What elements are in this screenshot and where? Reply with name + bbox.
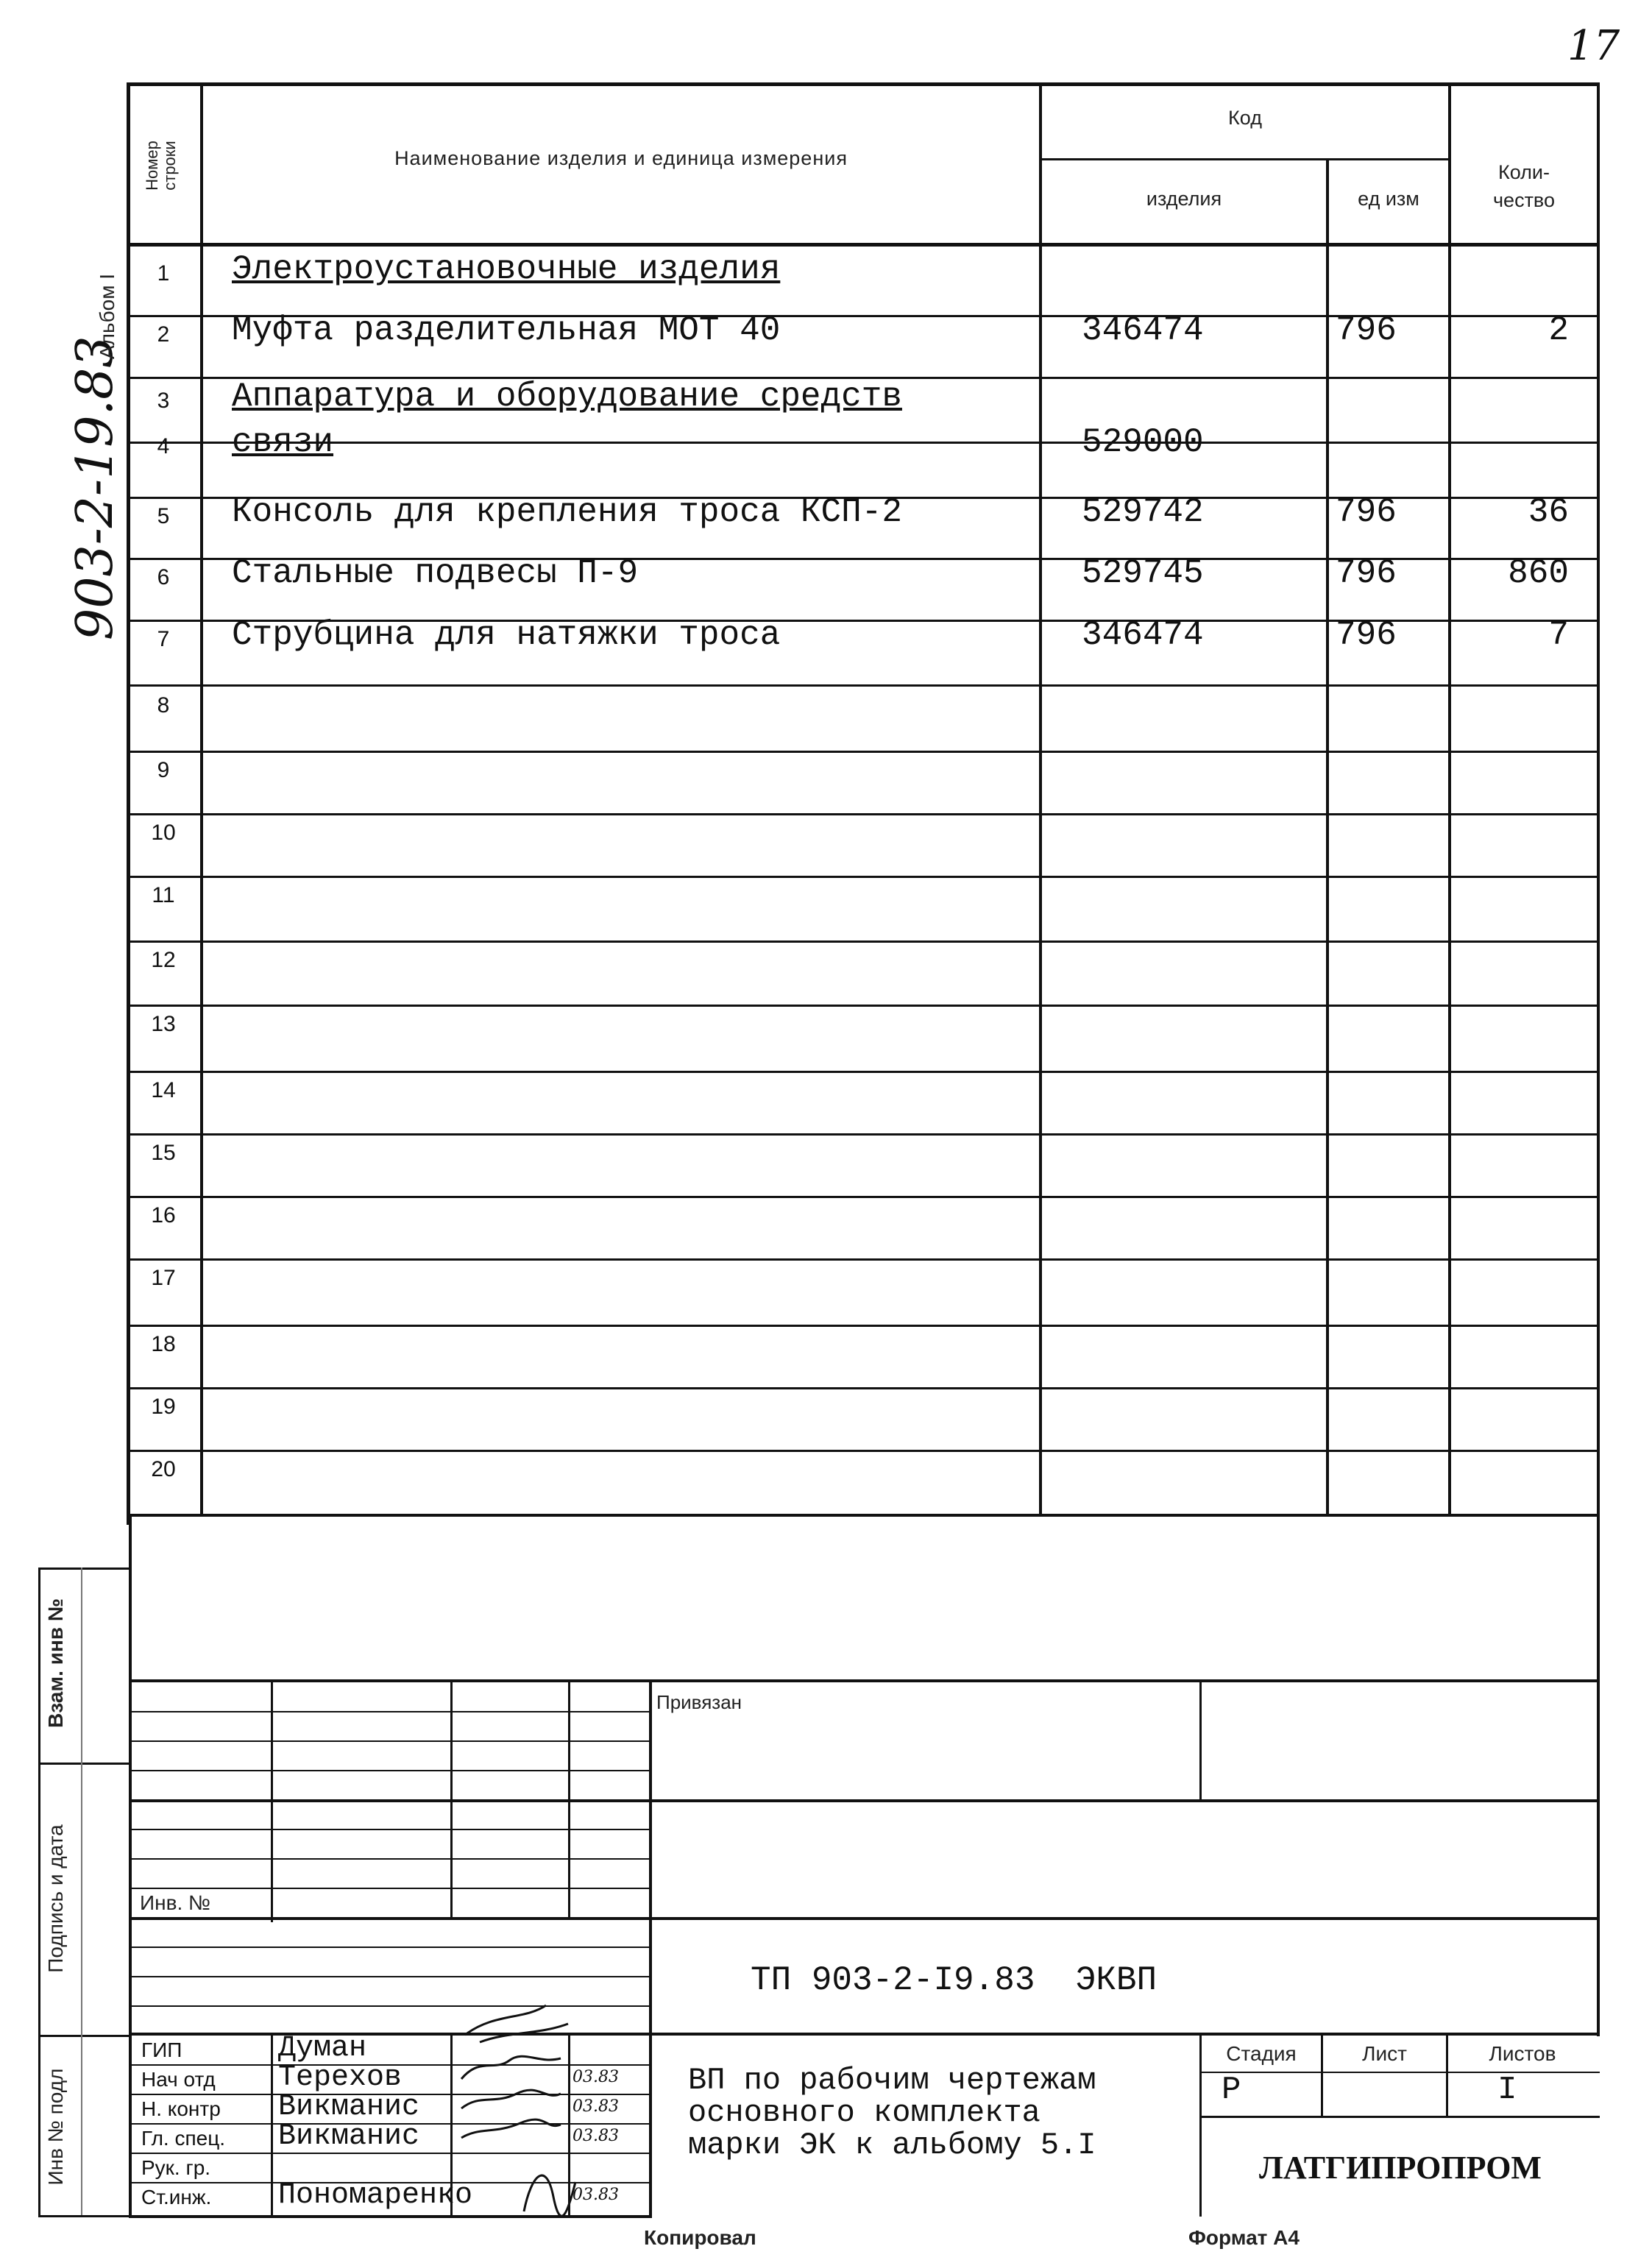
row-number: 6 — [157, 565, 170, 589]
row-number: 7 — [157, 627, 170, 651]
item-code: 529000 — [1082, 423, 1204, 461]
header-code-unit: ед изм — [1358, 188, 1419, 210]
row-divider — [130, 1387, 1597, 1389]
side-album-number: 903-2-19.83 — [66, 336, 124, 640]
row-divider — [130, 1196, 1597, 1198]
row-number: 14 — [151, 1078, 176, 1102]
role-label: Нач отд — [141, 2068, 216, 2091]
role-date: 03.83 — [572, 2068, 619, 2086]
role-date: 03.83 — [572, 2127, 619, 2145]
row-number: 17 — [151, 1266, 176, 1290]
row-number: 1 — [157, 261, 170, 286]
footer-copied: Копировал — [644, 2226, 756, 2249]
footer-format: Формат А4 — [1188, 2226, 1300, 2249]
sheet-label: Лист — [1362, 2042, 1407, 2065]
row-number: 11 — [152, 883, 175, 907]
signature-vikmanis-1 — [461, 2090, 561, 2108]
stage-value: Р — [1222, 2072, 1241, 2108]
item-quantity: 36 — [1528, 493, 1569, 531]
role-label: Ст.инж. — [141, 2186, 212, 2208]
unit-code: 796 — [1336, 554, 1397, 592]
header-quantity: Коли- чество — [1492, 161, 1555, 211]
row-number: 18 — [151, 1332, 176, 1356]
row-number: 8 — [157, 693, 170, 718]
side-album-label: Альбом I — [96, 273, 118, 360]
item-name: Стальные подвесы П-9 — [232, 554, 639, 592]
row-divider — [130, 684, 1597, 687]
row-number: 16 — [151, 1203, 176, 1228]
signature-ponomarenko — [524, 2175, 575, 2216]
header-code: Код — [1228, 107, 1262, 129]
row-number: 4 — [157, 434, 170, 458]
unit-code: 796 — [1336, 493, 1397, 531]
row-divider — [130, 1450, 1597, 1452]
inv-no-label: Инв. № — [140, 1891, 211, 1914]
item-name: Электроустановочные изделия — [232, 250, 781, 288]
row-number: 5 — [157, 504, 170, 528]
item-name: Муфта разделительная МОТ 40 — [232, 311, 781, 350]
row-number: 13 — [151, 1012, 176, 1036]
row-divider — [130, 1071, 1597, 1073]
item-quantity: 860 — [1508, 554, 1569, 592]
document-code: ТП 903-2-I9.83 ЭКВП — [751, 1961, 1158, 1999]
row-number: 20 — [151, 1457, 176, 1481]
signature-vikmanis-2 — [461, 2119, 561, 2138]
row-number: 2 — [157, 322, 170, 347]
item-name: Аппаратура и оборудование средств — [232, 378, 902, 416]
header-name: Наименование изделия и единица измерения — [394, 147, 848, 169]
row-divider — [130, 876, 1597, 878]
item-quantity: 7 — [1548, 616, 1569, 654]
row-divider — [130, 442, 1597, 444]
privyazan-label: Привязан — [656, 1691, 742, 1713]
sheets-label: Листов — [1489, 2042, 1556, 2065]
row-divider — [130, 813, 1597, 815]
role-label: ГИП — [141, 2038, 182, 2061]
item-code: 346474 — [1082, 311, 1204, 350]
role-date: 03.83 — [572, 2186, 619, 2204]
sheets-value: I — [1497, 2072, 1517, 2108]
item-name: Струбцина для натяжки троса — [232, 616, 781, 654]
row-divider — [130, 1133, 1597, 1136]
row-number: 19 — [151, 1395, 176, 1419]
row-number: 15 — [151, 1141, 176, 1165]
row-divider — [130, 1005, 1597, 1007]
item-code: 346474 — [1082, 616, 1204, 654]
unit-code: 796 — [1336, 616, 1397, 654]
role-label: Н. контр — [141, 2097, 221, 2120]
item-name: связи — [232, 423, 334, 461]
page-number: 17 — [1567, 22, 1620, 70]
role-name: Терехов — [278, 2061, 403, 2094]
unit-code: 796 — [1336, 311, 1397, 350]
role-name: Викманис — [278, 2120, 420, 2153]
role-name: Пономаренко — [278, 2179, 473, 2212]
margin-inv-podl: Инв № подл — [44, 2068, 67, 2186]
stage-label: Стадия — [1226, 2042, 1297, 2065]
row-divider — [130, 941, 1597, 943]
row-divider — [130, 751, 1597, 753]
signature-duman — [465, 2005, 568, 2042]
role-name: Викманис — [278, 2091, 420, 2124]
item-code: 529745 — [1082, 554, 1204, 592]
item-quantity: 2 — [1548, 311, 1569, 350]
role-date: 03.83 — [572, 2097, 619, 2116]
signature-terekhov — [461, 2056, 561, 2079]
role-name: Думан — [278, 2032, 367, 2065]
signatures-svg — [450, 1991, 656, 2219]
header-code-item: изделия — [1146, 188, 1222, 210]
header-row-number: Номер строки — [143, 141, 179, 191]
margin-vzam: Взам. инв № — [44, 1598, 67, 1728]
margin-podpis: Подпись и дата — [44, 1824, 67, 1973]
item-name: Консоль для крепления троса КСП-2 — [232, 493, 902, 531]
row-number: 10 — [151, 821, 176, 845]
row-number: 12 — [151, 948, 176, 972]
organization-name: ЛАТГИПРОПРОМ — [1259, 2150, 1542, 2186]
row-divider — [130, 1325, 1597, 1327]
role-label: Гл. спец. — [141, 2127, 226, 2150]
role-label: Рук. гр. — [141, 2156, 211, 2179]
row-divider — [130, 1258, 1597, 1261]
document-description: ВП по рабочим чертежам основного комплекта марки ЭК к альбому 5.I — [688, 2063, 1096, 2163]
row-number: 3 — [157, 389, 170, 413]
row-number: 9 — [157, 758, 170, 782]
item-code: 529742 — [1082, 493, 1204, 531]
